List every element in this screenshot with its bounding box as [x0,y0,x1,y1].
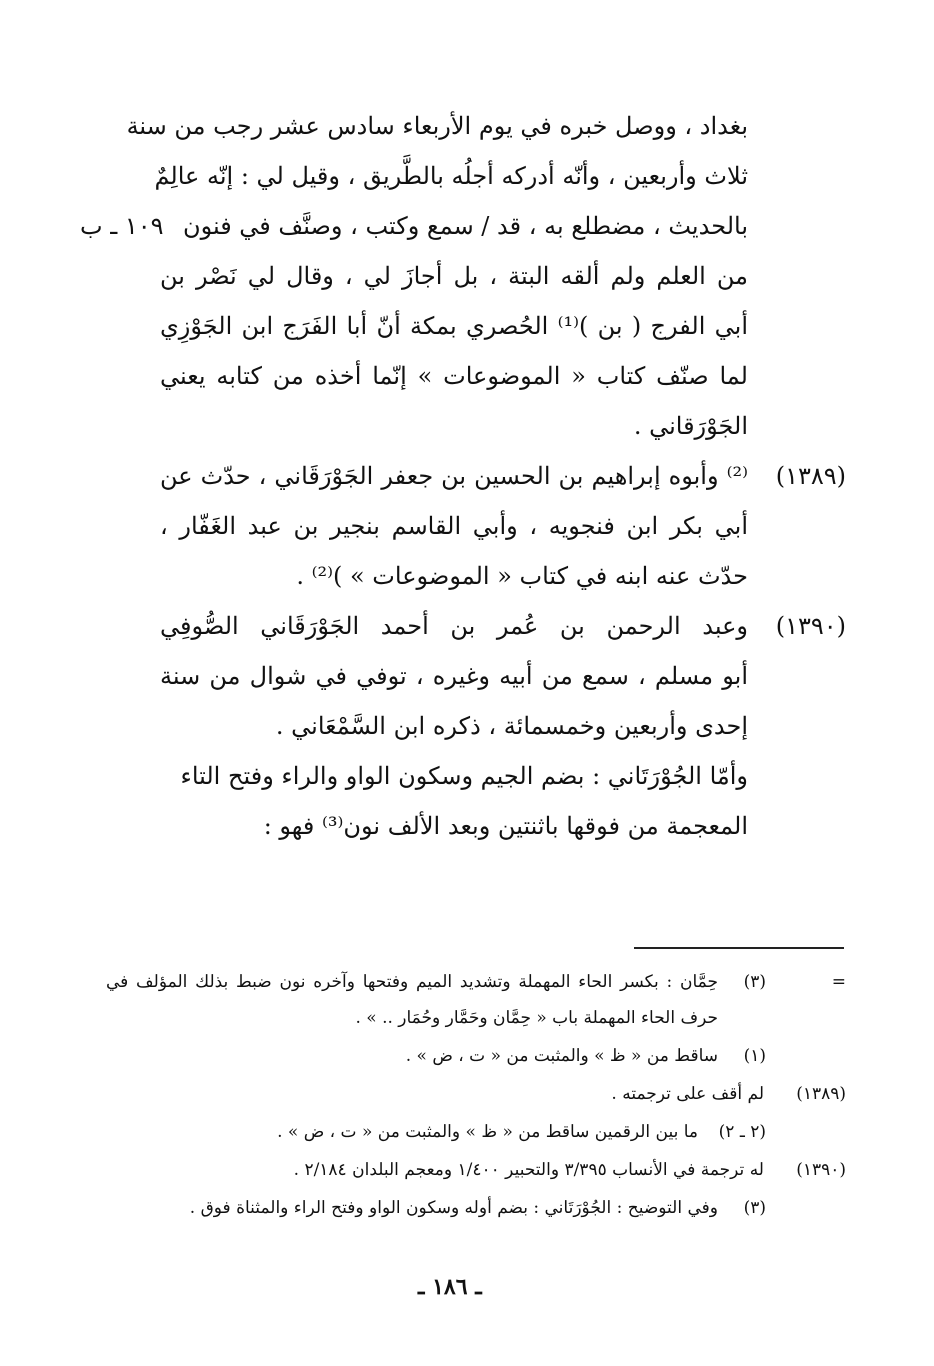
text-line: حدّث عنه ابنه في كتاب « الموضوعات » )⁽²⁾ . [296,562,748,590]
text-line: من العلم ولم ألقه البتة ، بل أجازَ لي ، وقال لي نَصْر بن [160,262,748,290]
entry-number: (١٣٩٠) [775,612,846,640]
footnote-separator [634,947,844,949]
footnote-label: (٣) [743,1198,766,1218]
footnote-line: لم أقف على ترجمته . [611,1084,764,1104]
text-line: أبي بكر ابن فنجويه ، وأبي القاسم بنجير بن عبد الغَفّار ، [160,512,748,540]
text-line: الجَوْرَقاني . [633,412,748,440]
text-line: ⁽²⁾ وأبوه إبراهيم بن الحسين بن جعفر الجَوْرَقَاني ، حدّث عن [160,462,748,490]
footnote-line: وفي التوضيح : الجُوْرَتَاني : بضم أوله وسكون الواو وفتح الراء والمثناة فوق . [189,1198,718,1218]
text-line: أبي الفرج ( بن )⁽¹⁾ الحُصري بمكة أنّ أبا الفَرَج ابن الجَوْزِي [160,312,748,340]
footnote-line: ما بين الرقمين ساقط من « ظ » والمثبت من « ت ، ض » . [277,1122,698,1142]
text-line: ثلاث وأربعين ، وأنّه أدركه أجلُه بالطَّريق ، وقيل لي : إنّه عالِمٌ [154,162,748,190]
page-number: ـ ١٨٦ ـ [418,1274,482,1300]
text-line: لما صنّف كتاب « الموضوعات » إنّما أخذه من كتابه يعني [160,362,748,390]
footnote-label: (١) [743,1046,766,1066]
text-line: بغداد ، ووصل خبره في يوم الأربعاء سادس عشر رجب من سنة [126,112,748,140]
footnote-line: له ترجمة في الأنساب ٣/٣٩٥ والتحبير ١/٤٠٠ ومعجم البلدان ٢/١٨٤ . [293,1160,764,1180]
footnote-continuation-mark: = [831,972,846,992]
footnote-label: (١٣٩٠) [796,1160,846,1180]
manuscript-folio-note: ١٠٩ ـ ب [80,212,164,240]
text-line: بالحديث ، مضطلع به ، قد / سمع وكتب ، وصنَّف في فنون [182,212,748,240]
footnote-line: ساقط من « ظ » والمثبت من « ت ، ض » . [405,1046,718,1066]
footnote-label: (٢ ـ ٢) [718,1122,766,1142]
text-line: وأمّا الجُوْرَتَاني : بضم الجيم وسكون الواو والراء وفتح التاء [180,762,748,790]
footnote-label: (٣) [743,972,766,992]
text-line: إحدى وأربعين وخمسمائة ، ذكره ابن السَّمْعَاني . [275,712,748,740]
text-line: وعبد الرحمن بن عُمر بن أحمد الجَوْرَقَاني الصُّوفِي [160,612,748,640]
text-line: المعجمة من فوقها باثنتين وبعد الألف نون⁽³⁾ فهو : [263,812,748,840]
text-line: أبو مسلم ، سمع من أبيه وغيره ، توفي في شوال من سنة [160,662,748,690]
footnote-label: (١٣٨٩) [796,1084,846,1104]
entry-number: (١٣٨٩) [775,462,846,490]
footnote-line: حِمَّان : بكسر الحاء المهملة وتشديد الميم وفتحها وآخره نون ضبط بذلك المؤلف في [106,972,718,992]
footnote-line: حرف الحاء المهملة باب « حِمَّان وحَمَّار وحُمَار .. » . [355,1008,718,1028]
